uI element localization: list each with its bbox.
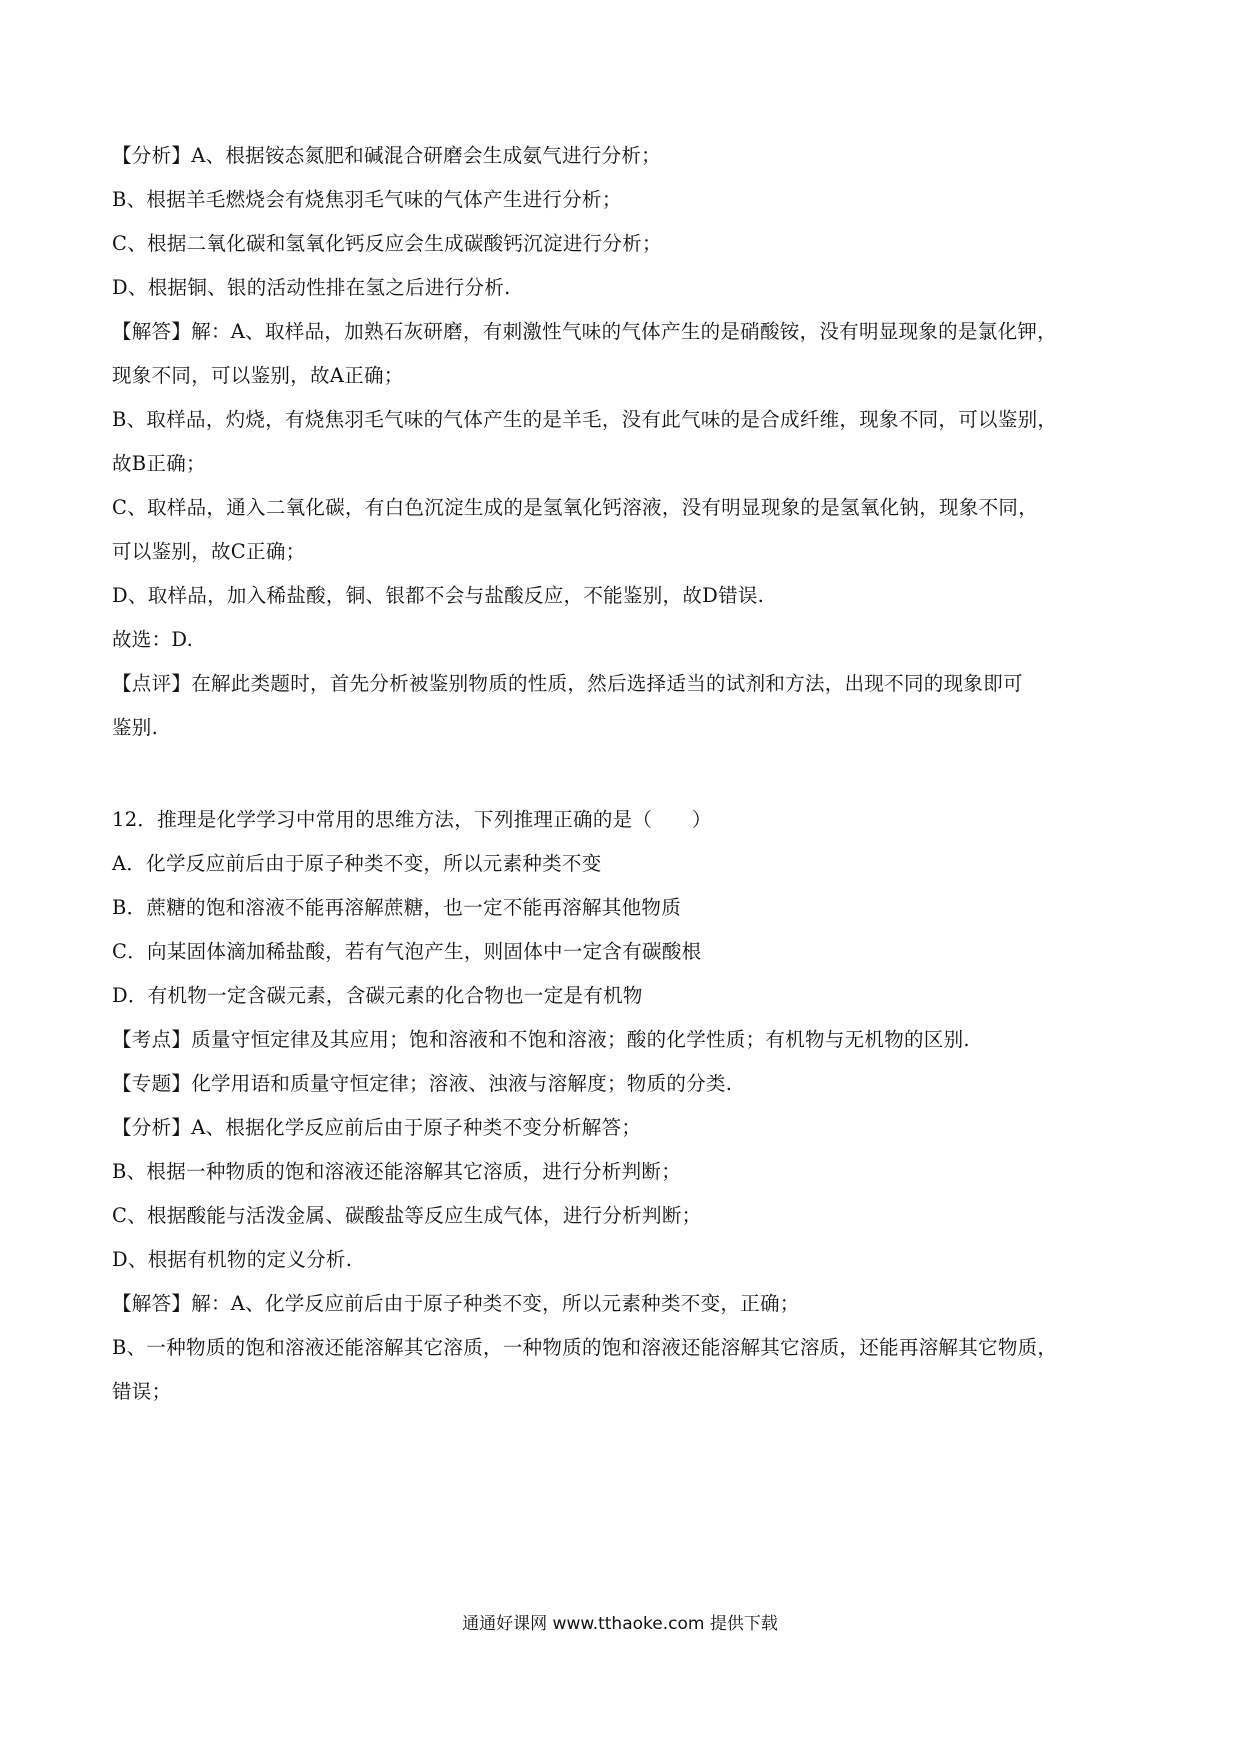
q12-option-d: D．有机物一定含碳元素，含碳元素的化合物也一定是有机物	[112, 984, 643, 1007]
q12-kaodian: 【考点】质量守恒定律及其应用；饱和溶液和不饱和溶液；酸的化学性质；有机物与无机物的区别.	[112, 1028, 970, 1051]
q12-answer-line-2: B、一种物质的饱和溶液还能溶解其它溶质，一种物质的饱和溶液还能溶解其它溶质，还能再溶解其它物质，	[112, 1336, 1058, 1359]
q12-option-b: B．蔗糖的饱和溶液不能再溶解蔗糖，也一定不能再溶解其他物质	[112, 896, 682, 919]
q12-answer-line-3: 错误；	[112, 1380, 172, 1403]
q12-analysis-line-3: C、根据酸能与活泼金属、碳酸盐等反应生成气体，进行分析判断；	[112, 1204, 702, 1227]
q11-comment-line-1: 【点评】在解此类题时，首先分析被鉴别物质的性质，然后选择适当的试剂和方法，出现不同的现象即可	[112, 672, 1023, 695]
q12-analysis-line-4: D、根据有机物的定义分析.	[112, 1248, 353, 1271]
q12-analysis-line-1: 【分析】A、根据化学反应前后由于原子种类不变分析解答；	[112, 1116, 642, 1139]
q11-answer-line-2: 现象不同，可以鉴别，故A正确；	[112, 364, 404, 387]
q12-zhuanti: 【专题】化学用语和质量守恒定律；溶液、浊液与溶解度；物质的分类.	[112, 1072, 733, 1095]
q12-option-c: C．向某固体滴加稀盐酸，若有气泡产生，则固体中一定含有碳酸根	[112, 940, 702, 963]
q11-comment-line-2: 鉴别.	[112, 716, 159, 739]
q11-analysis-line-1: 【分析】A、根据铵态氮肥和碱混合研磨会生成氨气进行分析；	[112, 144, 661, 167]
q11-answer-line-8: 故选：D.	[112, 628, 194, 651]
page-footer: 通通好课网 www.tthaoke.com 提供下载	[462, 1614, 778, 1634]
q11-answer-line-4: 故B正确；	[112, 452, 206, 475]
q11-answer-line-7: D、取样品，加入稀盐酸，铜、银都不会与盐酸反应，不能鉴别，故D错误.	[112, 584, 765, 607]
q11-analysis-line-2: B、根据羊毛燃烧会有烧焦羽毛气味的气体产生进行分析；	[112, 188, 622, 211]
q12-analysis-line-2: B、根据一种物质的饱和溶液还能溶解其它溶质，进行分析判断；	[112, 1160, 682, 1183]
q11-answer-line-3: B、取样品，灼烧，有烧焦羽毛气味的气体产生的是羊毛，没有此气味的是合成纤维，现象不同，可以鉴别，	[112, 408, 1058, 431]
q11-answer-line-1: 【解答】解：A、取样品，加熟石灰研磨，有刺激性气味的气体产生的是硝酸铵，没有明显现象的是氯化钾，	[112, 320, 1057, 343]
q12-option-a: A．化学反应前后由于原子种类不变，所以元素种类不变	[112, 852, 602, 875]
q11-analysis-line-4: D、根据铜、银的活动性排在氢之后进行分析.	[112, 276, 511, 299]
q12-stem: 12．推理是化学学习中常用的思维方法，下列推理正确的是（ ）	[112, 808, 712, 831]
q12-answer-line-1: 【解答】解：A、化学反应前后由于原子种类不变，所以元素种类不变，正确；	[112, 1292, 800, 1315]
q11-answer-line-5: C、取样品，通入二氧化碳，有白色沉淀生成的是氢氧化钙溶液，没有明显现象的是氢氧化钠，现象不同，	[112, 496, 1039, 519]
q11-answer-line-6: 可以鉴别，故C正确；	[112, 540, 306, 563]
q11-analysis-line-3: C、根据二氧化碳和氢氧化钙反应会生成碳酸钙沉淀进行分析；	[112, 232, 662, 255]
